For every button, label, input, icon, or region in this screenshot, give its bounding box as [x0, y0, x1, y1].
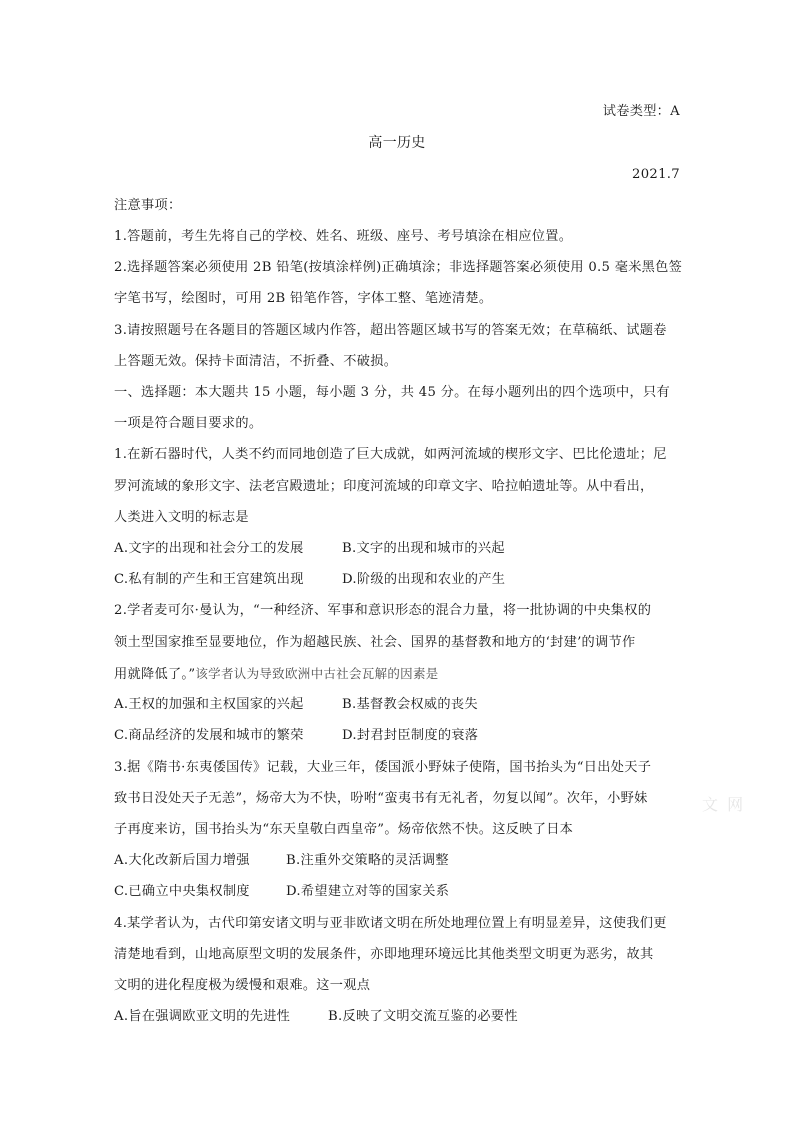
question-2-stem-line-3: [114, 665, 684, 684]
question-1-option-d: D.阶级的出现和农业的产生: [342, 572, 506, 587]
question-2-prompt: 该学者认为导致欧洲中古社会瓦解的因素是: [195, 666, 439, 681]
question-4-option-a: A.旨在强调欧亚文明的先进性: [114, 1009, 291, 1024]
question-1-option-a: A.文字的出现和社会分工的发展: [114, 541, 304, 556]
question-4-option-b: B.反映了文明交流互鉴的必要性: [328, 1009, 518, 1024]
question-1-stem-line-3: 人类进入文明的标志是: [114, 510, 249, 525]
note-3-line-2: 上答题无效。保持卡面清洁，不折叠、不破损。: [114, 354, 398, 369]
question-3-option-c: C.已确立中央集权制度: [114, 884, 250, 899]
page-title: 高一历史: [368, 135, 426, 151]
note-2-line-1: 2.选择题答案必须使用 2B 铅笔(按填涂样例)正确填涂；非选择题答案必须使用 0.5 毫米黑色签: [114, 260, 683, 275]
question-3-option-a: A.大化改新后国力增强: [114, 853, 250, 868]
question-4-stem-line-1: 4.某学者认为，古代印第安诸文明与亚非欧诸文明在所处地理位置上有明显差异，这使我们更: [114, 916, 667, 931]
question-1-stem-line-2: 罗河流域的象形文字、法老宫殿遗址；印度河流域的印章文字、哈拉帕遗址等。从中看出，: [114, 479, 654, 494]
question-3-stem-line-1: 3.据《隋书·东夷倭国传》记载，大业三年，倭国派小野妹子使隋，国书抬头为“日出处天子: [114, 760, 652, 775]
question-3-option-d: D.希望建立对等的国家关系: [286, 884, 450, 899]
question-2-option-a: A.王权的加强和主权国家的兴起: [114, 697, 304, 712]
exam-date: 2021.7: [632, 167, 680, 182]
question-3-option-b: B.注重外交策略的灵活调整: [286, 853, 449, 868]
question-4-stem-line-3: 文明的进化程度极为缓慢和艰难。这一观点: [114, 978, 371, 993]
question-1-stem-line-1: 1.在新石器时代，人类不约而同地创造了巨大成就，如两河流域的楔形文字、巴比伦遗址；尼: [114, 447, 667, 462]
section-1-instruction-line-1: 一、选择题：本大题共 15 小题，每小题 3 分，共 45 分。在每小题列出的四个选项中，只有: [114, 385, 670, 400]
question-2-option-c: C.商品经济的发展和城市的繁荣: [114, 728, 304, 743]
question-3-stem-line-2: 致书日没处天子无恙”，炀帝大为不快，吩咐“蛮夷书有无礼者，勿复以闻”。次年，小野妹: [114, 791, 648, 806]
note-1: 1.答题前，考生先将自己的学校、姓名、班级、座号、考号填涂在相应位置。: [114, 229, 573, 244]
question-1-option-c: C.私有制的产生和王宫建筑出现: [114, 572, 304, 587]
paper-type-label: 试卷类型：A: [602, 104, 680, 119]
question-1-option-b: B.文字的出现和城市的兴起: [342, 541, 505, 556]
notes-heading: 注意事项：: [114, 198, 182, 213]
question-2-stem-line-1: 2.学者麦可尔·曼认为，“一种经济、军事和意识形态的混合力量，将一批协调的中央集权的: [114, 603, 652, 618]
watermark: 文 网: [702, 795, 746, 814]
question-2-option-d: D.封君封臣制度的衰落: [342, 728, 479, 743]
question-2-option-b: B.基督教会权威的丧失: [342, 697, 478, 712]
note-3-line-1: 3.请按照题号在各题目的答题区域内作答，超出答题区域书写的答案无效；在草稿纸、试题卷: [114, 323, 667, 338]
question-2-stem-line-2: 领土型国家推至显要地位，作为超越民族、社会、国界的基督教和地方的‘封建’的调节作: [114, 635, 636, 650]
note-2-line-2: 字笔书写，绘图时，可用 2B 铅笔作答，字体工整、笔迹清楚。: [114, 291, 493, 306]
section-1-instruction-line-2: 一项是符合题目要求的。: [114, 416, 263, 431]
question-3-stem-line-3: 子再度来访，国书抬头为“东天皇敬白西皇帝”。炀帝依然不快。这反映了日本: [114, 822, 574, 837]
question-2-quote-end: 用就降低了。”: [114, 667, 196, 682]
question-4-stem-line-2: 清楚地看到，山地高原型文明的发展条件，亦即地理环境远比其他类型文明更为恶劣，故其: [114, 947, 654, 962]
